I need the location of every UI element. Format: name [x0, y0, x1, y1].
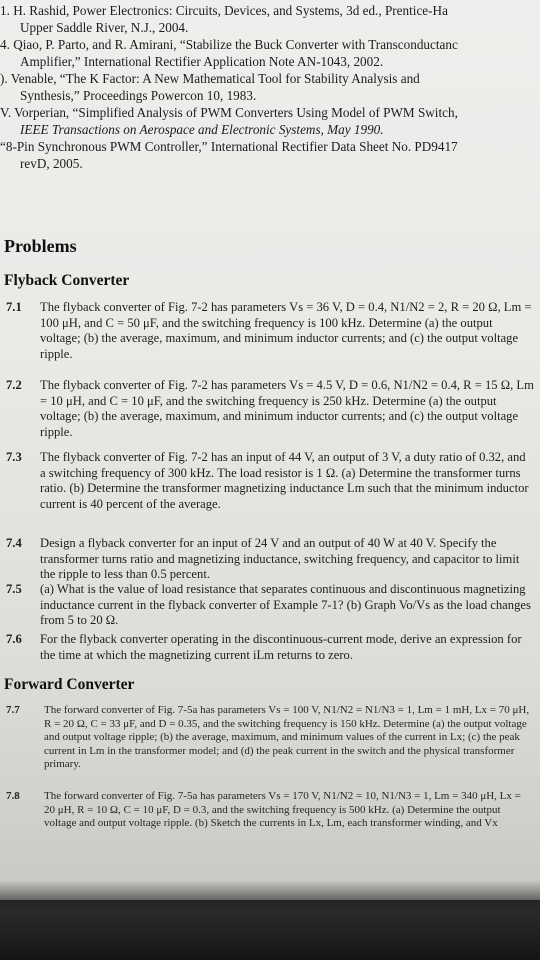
reference-item [0, 70, 540, 104]
problem-number: 7.8 [6, 790, 20, 802]
reference-line: 4. Qiao, P. Parto, and R. Amirani, “Stabilize the Buck Converter with Transconductanc [0, 37, 458, 52]
problem-text: The flyback converter of Fig. 7-2 has an input of 44 V, an output of 3 V, a duty ratio of 0.32, and a switching frequency of 300 kHz. The load resistor is 1 Ω. (a) Determine the transformer turns ratio. (b) Determine the transformer magnetizing inductance Lm such that the minimum inductor current is 40 percent of the average. [40, 450, 529, 511]
reference-line: Upper Saddle River, N.J., 2004. [20, 20, 189, 35]
reference-line: V. Vorperian, “Simplified Analysis of PWM Converters Using Model of PWM Switch, [0, 105, 458, 120]
reference-line: 1. H. Rashid, Power Electronics: Circuits, Devices, and Systems, 3d ed., Prentice-Ha [0, 3, 448, 18]
problem-item [6, 378, 534, 440]
reference-item [0, 138, 540, 172]
reference-line: IEEE Transactions on Aerospace and Electronic Systems, May 1990. [20, 122, 384, 137]
problem-item [6, 704, 534, 772]
problem-text: (a) What is the value of load resistance that separates continuous and discontinuous magnetizing inductance current in the flyback converter of Example 7-1? (b) Graph Vo/Vs as the load changes from 5 to 20 Ω. [40, 582, 531, 628]
flyback-heading: Flyback Converter [4, 272, 130, 289]
problem-text: The forward converter of Fig. 7-5a has parameters Vs = 100 V, N1/N2 = N1/N3 = 1, Lm = 1 mH, Lx = 70 μH, R = 20 Ω, C = 33 μF, and D = 0.35, and the switching frequency is 150 kHz. Determine (a) the output voltage and output voltage ripple; (b) the average, maximum, and minimum values of the current in Lx; (c) the peak current in Lm in the transformer model; and (d) the peak current in the switch and the physical transformer primary. [44, 704, 530, 771]
problem-number: 7.1 [6, 300, 22, 314]
reference-item [0, 104, 540, 138]
reference-item [0, 2, 540, 36]
reference-line: Amplifier,” International Rectifier Application Note AN-1043, 2002. [20, 54, 384, 69]
problem-number: 7.6 [6, 632, 22, 646]
reference-line: revD, 2005. [20, 156, 83, 171]
reference-line: ). Venable, “The K Factor: A New Mathematical Tool for Stability Analysis and [0, 71, 420, 86]
problem-text: The flyback converter of Fig. 7-2 has parameters Vs = 4.5 V, D = 0.6, N1/N2 = 0.4, R = 15 Ω, Lm = 10 μH, and C = 10 μF, and the switching frequency is 250 kHz. Determine (a) the output voltage; (b) the average, maximum, and minimum inductor currents; and (c) the output voltage ripple. [40, 378, 534, 439]
problem-text: For the flyback converter operating in the discontinuous-current mode, derive an expression for the time at which the magnetizing current iLm returns to zero. [40, 632, 522, 662]
reference-line: “8-Pin Synchronous PWM Controller,” International Rectifier Data Sheet No. PD9417 [0, 139, 458, 154]
problems-heading: Problems [4, 236, 77, 256]
problem-item [6, 790, 534, 831]
forward-heading: Forward Converter [4, 676, 135, 693]
problem-text: Design a flyback converter for an input of 24 V and an output of 40 W at 40 V. Specify the transformer turns ratio and magnetizing inductance, switching frequency, and capacitor to limit the ripple to less than 0.5 percent. [40, 536, 520, 582]
problem-number: 7.5 [6, 582, 22, 596]
reference-line: Synthesis,” Proceedings Powercon 10, 1983. [20, 88, 257, 103]
problem-item [6, 536, 534, 583]
reference-item [0, 36, 540, 70]
problem-item [6, 450, 534, 512]
problem-number: 7.3 [6, 450, 22, 464]
problem-text: The forward converter of Fig. 7-5a has parameters Vs = 170 V, N1/N2 = 10, N1/N3 = 1, Lm = 340 μH, Lx = 20 μH, R = 10 Ω, C = 10 μF, D = 0.3, and the switching frequency is 500 kHz. (a) Determine the output voltage and output voltage ripple. (b) Sketch the currents in Lx, Lm, each transformer winding, and Vx [44, 790, 521, 830]
page-edge-shadow [0, 880, 540, 960]
problem-number: 7.4 [6, 536, 22, 550]
problem-number: 7.2 [6, 378, 22, 392]
problem-text: The flyback converter of Fig. 7-2 has parameters Vs = 36 V, D = 0.4, N1/N2 = 2, R = 20 Ω, Lm = 100 μH, and C = 50 μF, and the switching frequency is 100 kHz. Determine (a) the output voltage; (b) the average, maximum, and minimum inductor currents; and (c) the output voltage ripple. [40, 300, 532, 361]
problem-item [6, 582, 534, 629]
problem-item [6, 300, 534, 362]
problem-number: 7.7 [6, 704, 20, 716]
problem-item [6, 632, 534, 663]
